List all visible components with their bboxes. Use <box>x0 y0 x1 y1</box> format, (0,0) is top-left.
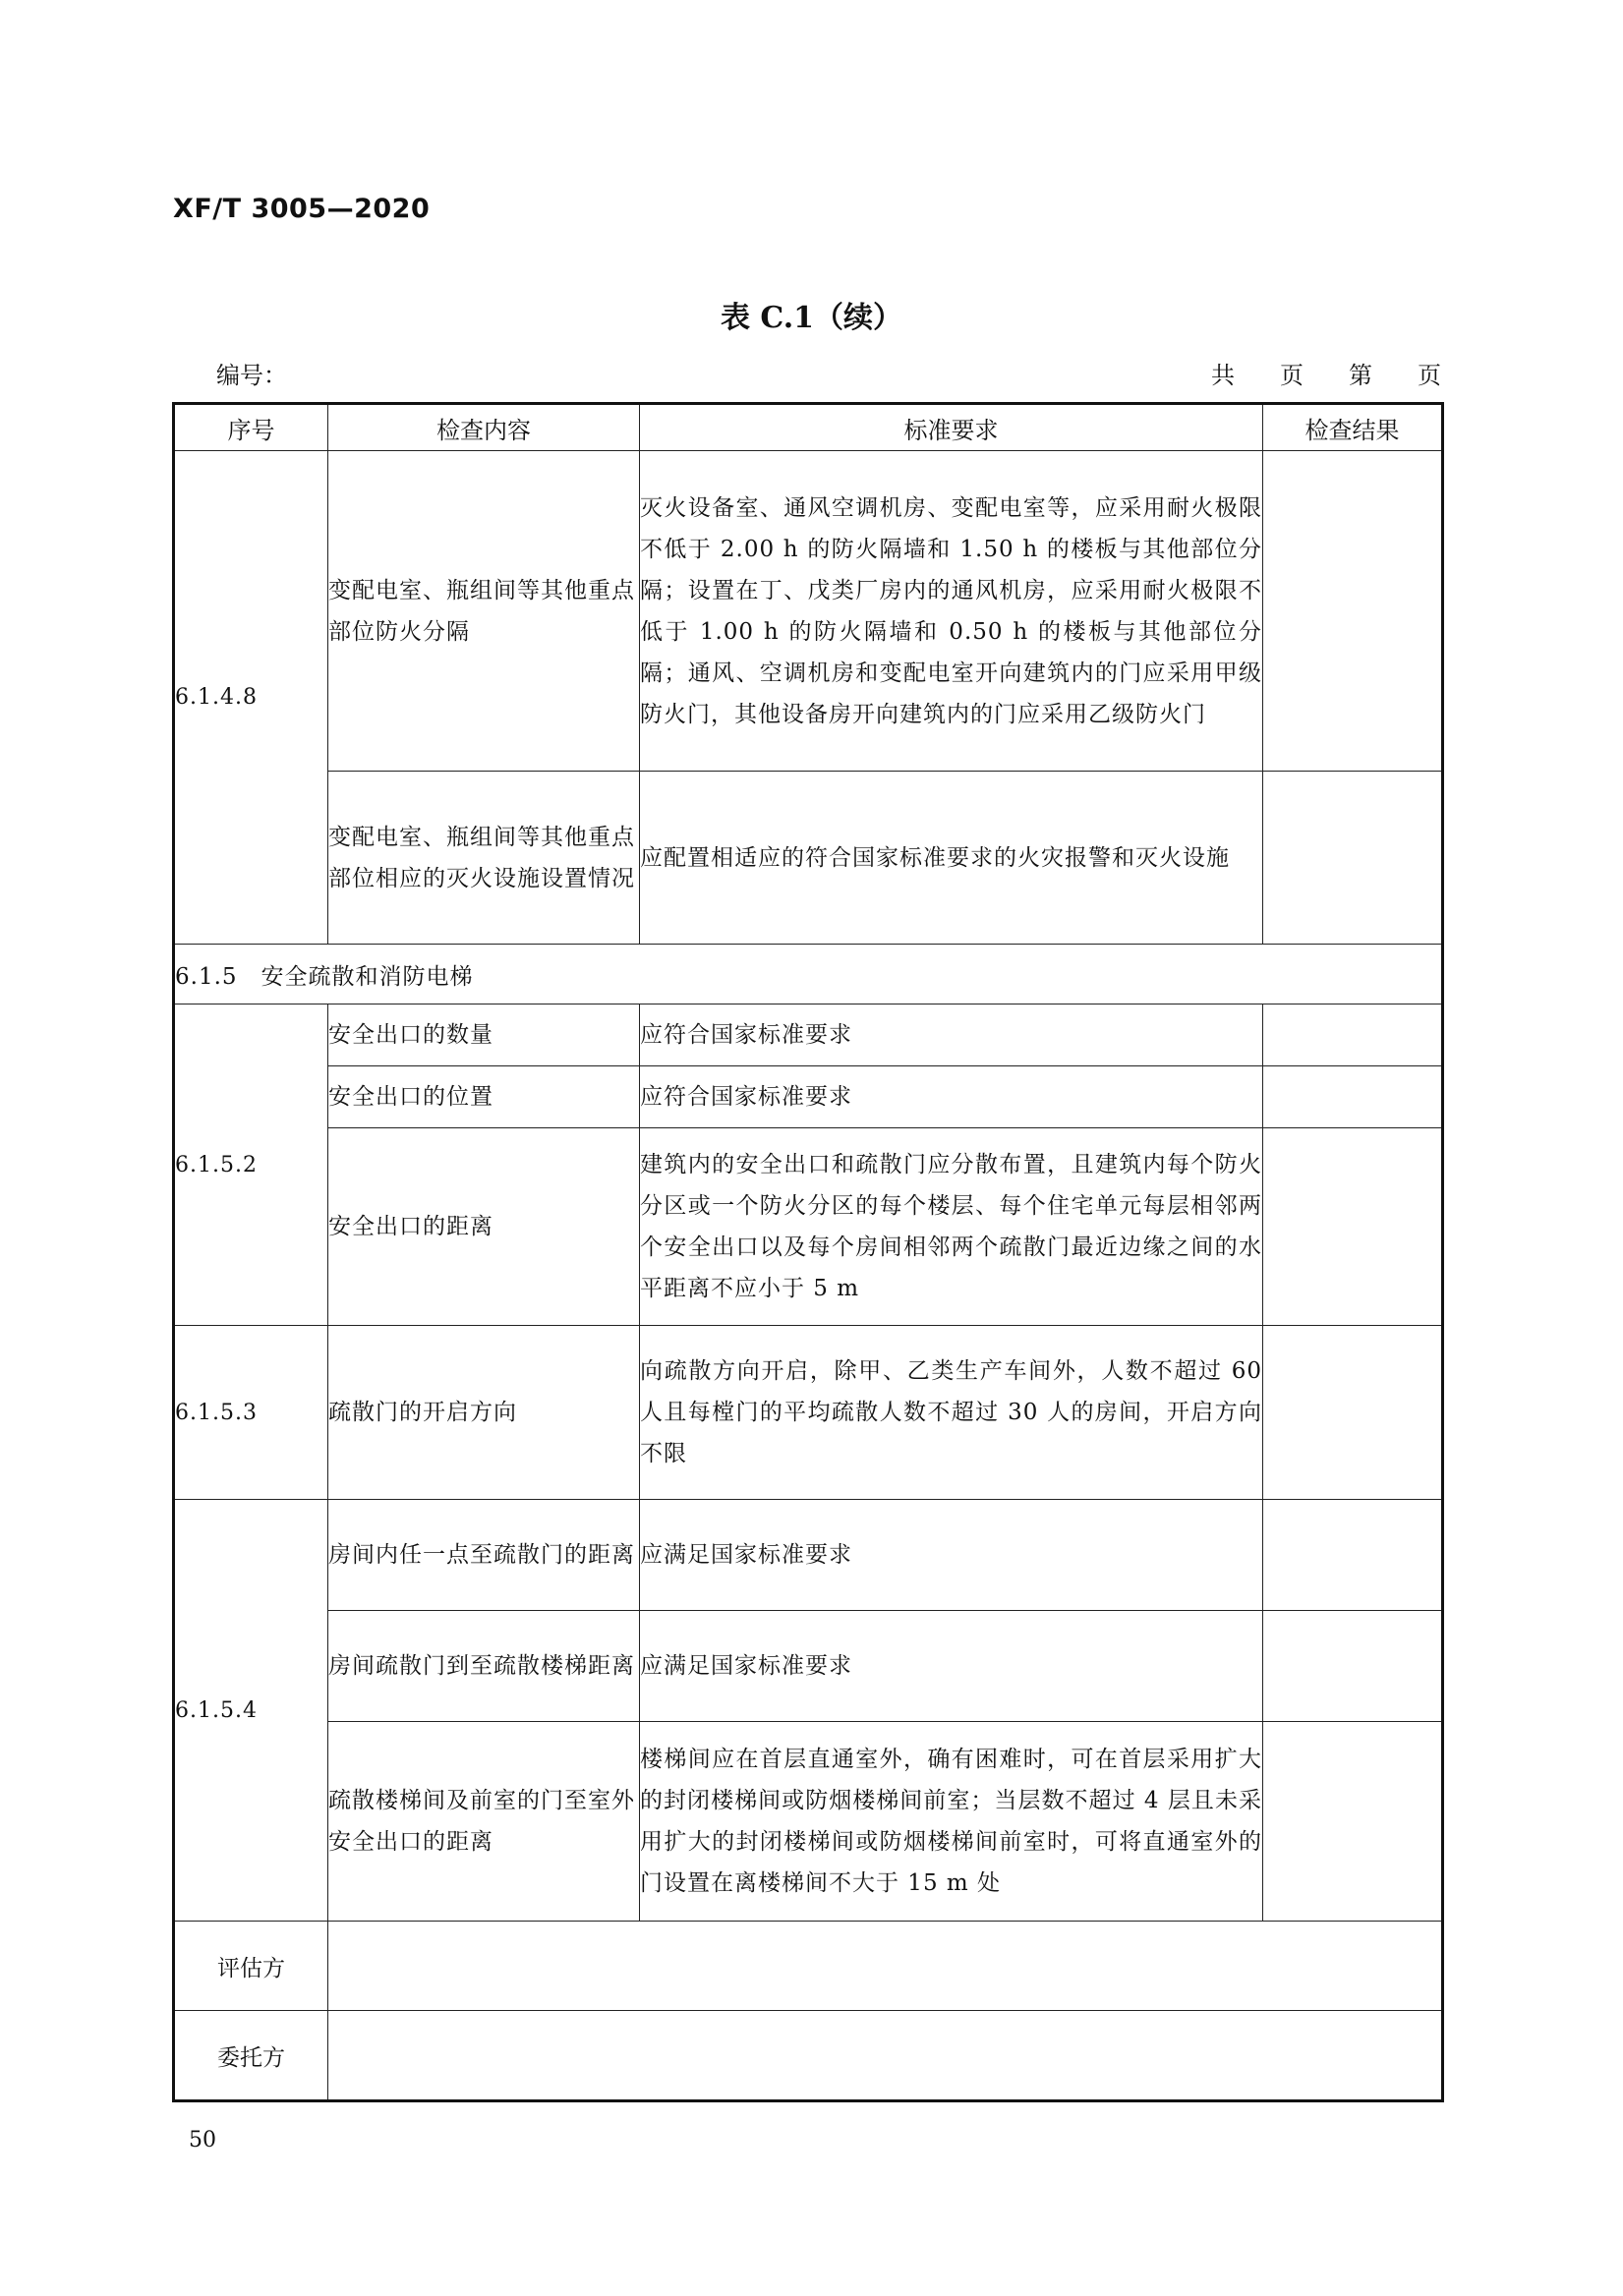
row-requirement: 楼梯间应在首层直通室外，确有困难时，可在首层采用扩大的封闭楼梯间或防烟楼梯间前室；当层数不超过 4 层且未采用扩大的封闭楼梯间或防烟楼梯间前室时，可将直通室外的门设置在离楼梯间不大于 15 m 处 <box>640 1722 1263 1922</box>
assessor-label: 评估方 <box>174 1922 328 2011</box>
row-content: 疏散门的开启方向 <box>328 1326 640 1500</box>
table-row <box>174 451 1443 772</box>
inspection-table <box>172 402 1444 2102</box>
client-label: 委托方 <box>174 2011 328 2101</box>
standard-code: XF/T 3005—2020 <box>173 194 431 224</box>
total-label: 共 <box>1211 362 1235 389</box>
row-requirement: 向疏散方向开启，除甲、乙类生产车间外，人数不超过 60 人且每樘门的平均疏散人数不超过 30 人的房间，开启方向不限 <box>640 1326 1263 1500</box>
nth-label: 第 <box>1349 362 1372 389</box>
row-content: 安全出口的数量 <box>328 1004 640 1066</box>
row-requirement: 灭火设备室、通风空调机房、变配电室等，应采用耐火极限不低于 2.00 h 的防火隔墙和 1.50 h 的楼板与其他部位分隔；设置在丁、戊类厂房内的通风机房，应采用耐火极限不低于 1.00 h 的防火隔墙和 0.50 h 的楼板与其他部位分隔；通风、空调机房和变配电室开向建筑内的门应采用甲级防火门，其他设备房开向建筑内的门应采用乙级防火门 <box>640 451 1263 772</box>
section-row <box>174 945 1443 1004</box>
row-seq: 6.1.5.3 <box>174 1326 328 1500</box>
row-requirement: 应符合国家标准要求 <box>640 1004 1263 1066</box>
column-header-requirement: 标准要求 <box>640 404 1263 451</box>
page-label: 页 <box>1280 362 1304 389</box>
row-result-cell[interactable] <box>1263 1500 1443 1611</box>
column-header-seq: 序号 <box>174 404 328 451</box>
row-requirement: 建筑内的安全出口和疏散门应分散布置，且建筑内每个防火分区或一个防火分区的每个楼层、每个住宅单元每层相邻两个安全出口以及每个房间相邻两个疏散门最近边缘之间的水平距离不应小于 5 m <box>640 1128 1263 1326</box>
table-row <box>174 1326 1443 1500</box>
column-header-content: 检查内容 <box>328 404 640 451</box>
row-result-cell[interactable] <box>1263 1326 1443 1500</box>
page-number: 50 <box>189 2128 216 2152</box>
row-result-cell[interactable] <box>1263 1128 1443 1326</box>
row-requirement: 应满足国家标准要求 <box>640 1500 1263 1611</box>
row-result-cell[interactable] <box>1263 451 1443 772</box>
table-row <box>174 772 1443 945</box>
table-row <box>174 1066 1443 1128</box>
table-row <box>174 1611 1443 1722</box>
table-row <box>174 1128 1443 1326</box>
section-heading: 6.1.5 安全疏散和消防电梯 <box>174 945 1443 1004</box>
table-row <box>174 1500 1443 1611</box>
assessor-signature-field[interactable] <box>328 1922 1443 2011</box>
client-signature-field[interactable] <box>328 2011 1443 2101</box>
row-seq: 6.1.4.8 <box>174 451 328 945</box>
row-result-cell[interactable] <box>1263 1722 1443 1922</box>
table-title: 表 C.1（续） <box>720 301 903 335</box>
row-requirement: 应配置相适应的符合国家标准要求的火灾报警和灭火设施 <box>640 772 1263 945</box>
row-content: 安全出口的距离 <box>328 1128 640 1326</box>
row-content: 安全出口的位置 <box>328 1066 640 1128</box>
page-count <box>1166 356 1441 390</box>
table-row <box>174 1004 1443 1066</box>
column-header-result: 检查结果 <box>1263 404 1443 451</box>
row-content: 疏散楼梯间及前室的门至室外安全出口的距离 <box>328 1722 640 1922</box>
serial-number-label: 编号： <box>216 362 287 389</box>
row-result-cell[interactable] <box>1263 1066 1443 1128</box>
signature-row-assessor <box>174 1922 1443 2011</box>
page-label-2: 页 <box>1418 362 1441 389</box>
table-row <box>174 1722 1443 1922</box>
row-requirement: 应满足国家标准要求 <box>640 1611 1263 1722</box>
signature-row-client <box>174 2011 1443 2101</box>
meta-row <box>216 356 1441 391</box>
row-content: 房间内任一点至疏散门的距离 <box>328 1500 640 1611</box>
row-content: 变配电室、瓶组间等其他重点部位相应的灭火设施设置情况 <box>328 772 640 945</box>
row-result-cell[interactable] <box>1263 772 1443 945</box>
row-result-cell[interactable] <box>1263 1004 1443 1066</box>
table-header-row <box>174 404 1443 451</box>
row-requirement: 应符合国家标准要求 <box>640 1066 1263 1128</box>
row-content: 变配电室、瓶组间等其他重点部位防火分隔 <box>328 451 640 772</box>
row-result-cell[interactable] <box>1263 1611 1443 1722</box>
row-content: 房间疏散门到至疏散楼梯距离 <box>328 1611 640 1722</box>
row-seq: 6.1.5.2 <box>174 1004 328 1326</box>
row-seq: 6.1.5.4 <box>174 1500 328 1922</box>
